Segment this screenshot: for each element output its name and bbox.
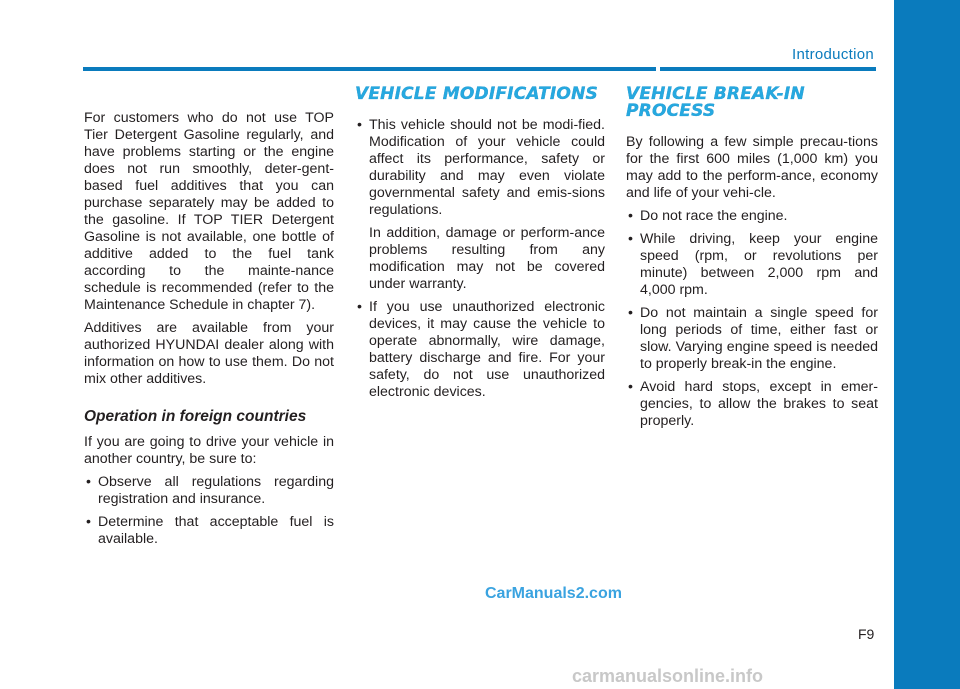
section-title-modifications: VEHICLE MODIFICATIONS bbox=[355, 84, 598, 104]
watermark-link[interactable]: CarManuals2.com bbox=[485, 585, 622, 602]
section-title-break-in: VEHICLE BREAK-IN PROCESS bbox=[626, 84, 805, 121]
list-item: • Determine that acceptable fuel is available. bbox=[84, 514, 334, 548]
page-number: F9 bbox=[858, 626, 875, 642]
break-in-list bbox=[626, 208, 878, 430]
footer-watermark: carmanualsonline.info bbox=[572, 666, 764, 686]
paragraph-dealer: Additives are available from your authorized HYUNDAI dealer along with information on how to use them. Do not mix other additives. bbox=[84, 320, 334, 387]
list-item: • While driving, keep your engine speed (rpm, or revolutions per minute) between 2,000 rpm and 4,000 rpm. bbox=[626, 231, 878, 299]
list-item: • Do not race the engine. bbox=[626, 208, 878, 225]
chapter-side-tab bbox=[894, 0, 960, 689]
header-rule-right bbox=[660, 67, 876, 71]
bullet-continuation: In addition, damage or perform-ance problems resulting from any modification may not be covered under warranty. bbox=[369, 225, 605, 292]
bullet-text: • This vehicle should not be modi-fied. Modification of your vehicle could affect its performance, safety or durability and may even violate governmental safety and emis-sions regulations. bbox=[369, 117, 605, 218]
column-break-in bbox=[626, 86, 878, 436]
list-item: • Do not maintain a single speed for long periods of time, either fast or slow. Varying engine speed is needed to properly break-in the engine. bbox=[626, 305, 878, 373]
paragraph-foreign-intro: If you are going to drive your vehicle in another country, be sure to: bbox=[84, 434, 334, 467]
modifications-list bbox=[355, 117, 605, 401]
list-item bbox=[355, 117, 605, 293]
column-vehicle-modifications bbox=[355, 86, 605, 407]
list-item: • Observe all regulations regarding registration and insurance. bbox=[84, 474, 334, 508]
subheading-foreign-countries: Operation in foreign countries bbox=[84, 408, 307, 425]
paragraph-additives: For customers who do not use TOP Tier Detergent Gasoline regularly, and have problems starting or the engine does not run smoothly, deter-gent-based fuel additives that you can purchase separately may be added to the gasoline. If TOP TIER Detergent Gasoline is not available, one bottle of additive added to the fuel tank according to the mainte-nance schedule is recommended (refer to the Maintenance Schedule in chapter 7). bbox=[84, 110, 334, 313]
foreign-checklist bbox=[84, 474, 334, 548]
list-item: • Avoid hard stops, except in emer-gencies, to allow the brakes to seat properly. bbox=[626, 379, 878, 430]
list-item: • If you use unauthorized electronic devices, it may cause the vehicle to operate abnormally, wire damage, battery discharge and fire. For your safety, do not use unauthorized electronic devices. bbox=[355, 299, 605, 401]
header-rule bbox=[83, 67, 656, 71]
chapter-title: Introduction bbox=[792, 46, 874, 63]
column-fuel-additives bbox=[84, 110, 334, 554]
paragraph-break-in-intro: By following a few simple precau-tions for the first 600 miles (1,000 km) you may add to the perform-ance, economy and life of your vehi-cle. bbox=[626, 134, 878, 201]
